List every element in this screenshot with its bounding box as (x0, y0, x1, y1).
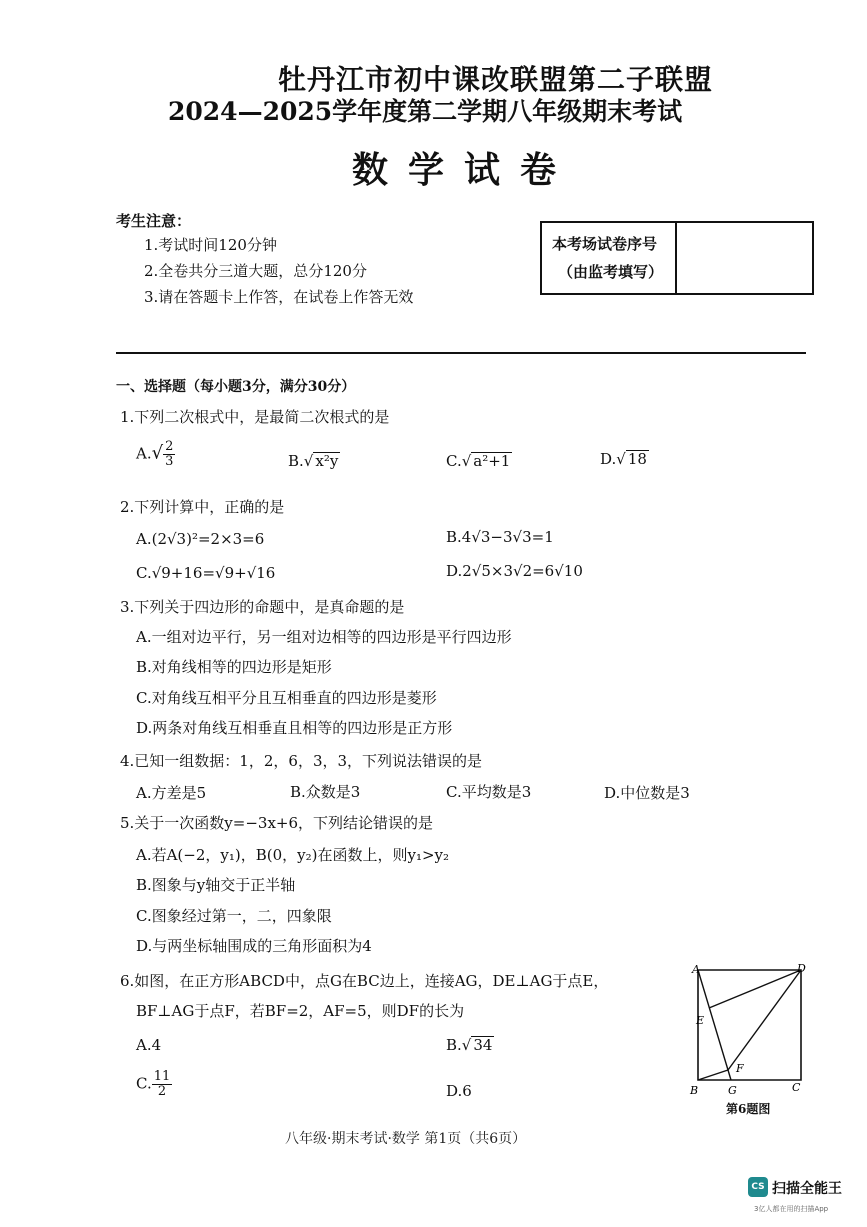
q2-option-c: C.√9+16=√9+√16 (136, 564, 276, 582)
q2-option-b: B.4√3−3√3=1 (446, 528, 554, 546)
scanner-logo-icon: CS (748, 1177, 768, 1197)
scanner-app-name: 扫描全能王 (772, 1181, 842, 1197)
label-c: C (792, 1081, 801, 1094)
q3-option-d: D.两条对角线互相垂直且相等的四边形是正方形 (136, 719, 453, 737)
q1-option-a: A.√ $\frac{2}{3}$ (136, 439, 174, 469)
q5-option-b: B.图象与y轴交于正半轴 (136, 876, 296, 894)
q5-stem: 5.关于一次函数y=−3x+6，下列结论错误的是 (120, 814, 434, 832)
q4-stem: 4.已知一组数据：1，2，6，3，3，下列说法错误的是 (120, 752, 483, 770)
label-d: D (797, 962, 806, 975)
q1-stem: 1.下列二次根式中，是最简二次根式的是 (120, 408, 390, 426)
exam-title-subject: 数学试卷 (352, 149, 577, 191)
segment-bf (698, 1070, 728, 1080)
seat-number-label-cell (542, 223, 677, 293)
divider-line (116, 352, 806, 354)
seat-number-label: 本考场试卷序号 (552, 235, 658, 253)
q6-stem-line1: 6.如图，在正方形ABCD中，点G在BC边上，连接AG，DE⊥AG于点E， (120, 972, 609, 990)
q3-option-c: C.对角线互相平分且互相垂直的四边形是菱形 (136, 689, 437, 707)
q3-stem: 3.下列关于四边形的命题中，是真命题的是 (120, 598, 405, 616)
label-g: G (728, 1084, 737, 1097)
q3-option-b: B.对角线相等的四边形是矩形 (136, 658, 332, 676)
section-title: 一、选择题（每小题3分，满分30分） (116, 379, 356, 395)
q6-option-a: A.4 (136, 1036, 162, 1054)
notice-item: 2.全卷共分三道大题，总分120分 (144, 262, 367, 280)
label-a: A (692, 963, 700, 976)
q6-option-d: D.6 (446, 1082, 472, 1100)
q6-geometry-figure (686, 962, 816, 1107)
q6-stem-line2: BF⊥AG于点F，若BF=2，AF=5，则DF的长为 (136, 1002, 465, 1020)
seat-number-note: （由监考填写） (558, 263, 664, 281)
q4-option-a: A.方差是5 (136, 784, 207, 802)
q2-option-a: A.(2√3)²=2×3=6 (136, 530, 265, 548)
scanner-app-slogan: 3亿人都在用的扫描App (754, 1205, 829, 1213)
q5-option-d: D.与两坐标轴围成的三角形面积为4 (136, 937, 372, 955)
q2-option-d: D.2√5×3√2=6√10 (446, 562, 583, 580)
q5-option-c: C.图象经过第一，二，四象限 (136, 907, 332, 925)
exam-title-line2: 2024—2025学年度第二学期八年级期末考试 (168, 97, 683, 126)
notice-item: 1.考试时间120分钟 (144, 236, 277, 254)
q6-option-b: B.√ 34 (446, 1036, 493, 1054)
seat-number-box (540, 221, 814, 295)
notice-title: 考生注意： (116, 212, 192, 230)
label-f: F (736, 1062, 744, 1075)
q3-option-a: A.一组对边平行，另一组对边相等的四边形是平行四边形 (136, 628, 512, 646)
q4-option-b: B.众数是3 (290, 783, 361, 801)
q4-option-c: C.平均数是3 (446, 783, 532, 801)
label-b: B (690, 1084, 699, 1097)
square-abcd (698, 970, 801, 1080)
q4-option-d: D.中位数是3 (604, 784, 690, 802)
q6-option-c: C. $\frac{11}{2}$ (136, 1069, 171, 1099)
q1-option-d: D.√ 18 (600, 450, 647, 468)
label-e: E (696, 1014, 705, 1027)
q1-option-c: C.√ a²+1 (446, 452, 511, 470)
notice-item: 3.请在答题卡上作答，在试卷上作答无效 (144, 288, 414, 306)
page-footer: 八年级·期末考试·数学 第1页（共6页） (285, 1131, 527, 1147)
q1-option-b: B.√ x²y (288, 452, 339, 470)
figure-caption: 第6题图 (726, 1102, 771, 1116)
q2-stem: 2.下列计算中，正确的是 (120, 498, 285, 516)
exam-title-line1: 牡丹江市初中课改联盟第二子联盟 (278, 63, 714, 96)
q5-option-a: A.若A(−2，y₁)，B(0，y₂)在函数上，则y₁>y₂ (136, 846, 450, 864)
